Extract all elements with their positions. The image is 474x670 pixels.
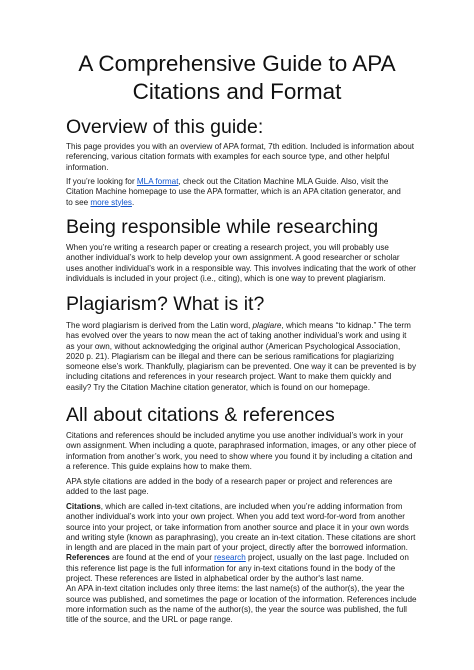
text-line: 2020 p. 21). Plagiarism can be illegal and there can be serious ramifications for plagiarizing (66, 351, 394, 361)
italic-term: plagiare (252, 321, 282, 330)
text-line: Citations and references should be included anytime you use another individual’s work in your (66, 431, 404, 440)
text-line: source into your project, or take information from another source and place it in your own words (66, 522, 409, 532)
text-line: APA style citations are added in the body of a research paper or project and references are (66, 477, 393, 486)
text-line: referencing, various citation formats with examples for each source type, and other helpful (66, 152, 390, 162)
text-line: An APA in-text citation includes only three items: the last name(s) of the author(s), the year the (66, 584, 405, 594)
text-line: another individual’s work to help develop your own assignment. A good researcher or scholar (66, 253, 400, 263)
text-run: The word plagiarism is derived from the Latin word, (66, 321, 253, 330)
title-line-1: A Comprehensive Guide to APA (78, 51, 396, 76)
paragraph-overview-intro (66, 142, 415, 173)
text-line: Citation Machine homepage to use the APA formatter, which is an APA citation generator, and (66, 187, 401, 197)
text-run: , which means “to kidnap.” The term (281, 321, 411, 330)
heading-plagiarism: Plagiarism? What is it? (66, 293, 265, 315)
bold-term: Citations (66, 502, 101, 511)
paragraph-citations-placement (66, 477, 412, 498)
text-line: more information such as the name of the author(s), the year the source was published, the full (66, 604, 407, 614)
paragraph-plagiarism (66, 321, 417, 393)
text-line: information. (66, 162, 109, 172)
title-line-2: Citations and Format (132, 79, 342, 104)
text-line: someone else’s work. Thankfully, plagiarism can be prevented. One way it can be prevented is by (66, 362, 417, 372)
text-line: When you’re writing a research paper or creating a research project, you will probably use (66, 243, 389, 252)
text-line: individuals is included in your project (i.e., citing), which is one way to prevent plagiarism. (66, 273, 386, 283)
text-run: If you’re looking for (66, 177, 137, 186)
text-line: easily? Try the Citation Machine citation generator, which is found on our homepage. (66, 382, 370, 392)
text-line: title of the source, and the URL or page range. (66, 615, 233, 625)
text-line: project. These references are listed in alphabetical order by the author's last name. (66, 574, 364, 584)
text-line (66, 198, 412, 208)
paragraph-overview-links (66, 177, 412, 208)
text-run: to see (66, 197, 91, 207)
paragraph-citations-intro (66, 431, 417, 472)
text-run: , which are called in-text citations, are included when you’re adding information from (100, 502, 403, 511)
text-line: this reference list page is the full information for any in-text citations found in the body of the (66, 563, 396, 573)
text-line (66, 177, 412, 187)
heading-citations: All about citations & references (66, 404, 335, 426)
text-line: a reference. This guide explains how to make them. (66, 461, 252, 471)
text-line: added to the last page. (66, 487, 149, 497)
heading-responsible: Being responsible while researching (66, 216, 379, 238)
bold-term: References (66, 553, 110, 563)
text-line: source was published, and sometimes the page or location of the information. References include (66, 594, 417, 604)
research-link[interactable]: research (214, 553, 246, 563)
text-line: uses another individual’s work in a responsible way. This involves indicating that the work of other (66, 263, 417, 273)
document-title (60, 50, 414, 106)
more-styles-link[interactable]: more styles (90, 197, 132, 207)
text-run: , check out the Citation Machine MLA Guide. Also, visit the (178, 177, 389, 186)
text-line (66, 321, 412, 331)
text-run: . (131, 197, 135, 207)
text-line: information from another’s work, you need to show where you found it by including a citation and (66, 451, 413, 461)
text-line (66, 553, 412, 563)
text-line: has evolved over the years to now mean the act of taking another individual’s work and using it (66, 331, 407, 341)
text-line: another individual’s work into your own project. When you add text word-for-word from another (66, 512, 406, 522)
paragraph-responsible (66, 243, 417, 284)
text-line: in length and are placed in the main part of your project, directly after the borrowed information. (66, 543, 408, 553)
text-run: are found at the end of your (109, 553, 215, 563)
text-run: project, usually on the last page. Included on (245, 553, 409, 563)
paragraph-citations-detail (66, 502, 417, 626)
text-line: This page provides you with an overview of APA format, 7th edition. Included is information about (66, 142, 415, 151)
heading-overview: Overview of this guide: (66, 116, 264, 138)
text-line: as your own, without acknowledging the original author (American Psychological Association, (66, 341, 401, 351)
text-line (66, 502, 412, 512)
text-line: including citations and references in your research project. Want to make them quickly and (66, 372, 392, 382)
text-line: own assignment. When including a quote, paraphrased information, images, or any other piece of (66, 441, 417, 451)
text-line: and writing style (known as paraphrasing), you create an in-text citation. These citations are short (66, 532, 416, 542)
mla-format-link[interactable]: MLA format (136, 177, 179, 186)
